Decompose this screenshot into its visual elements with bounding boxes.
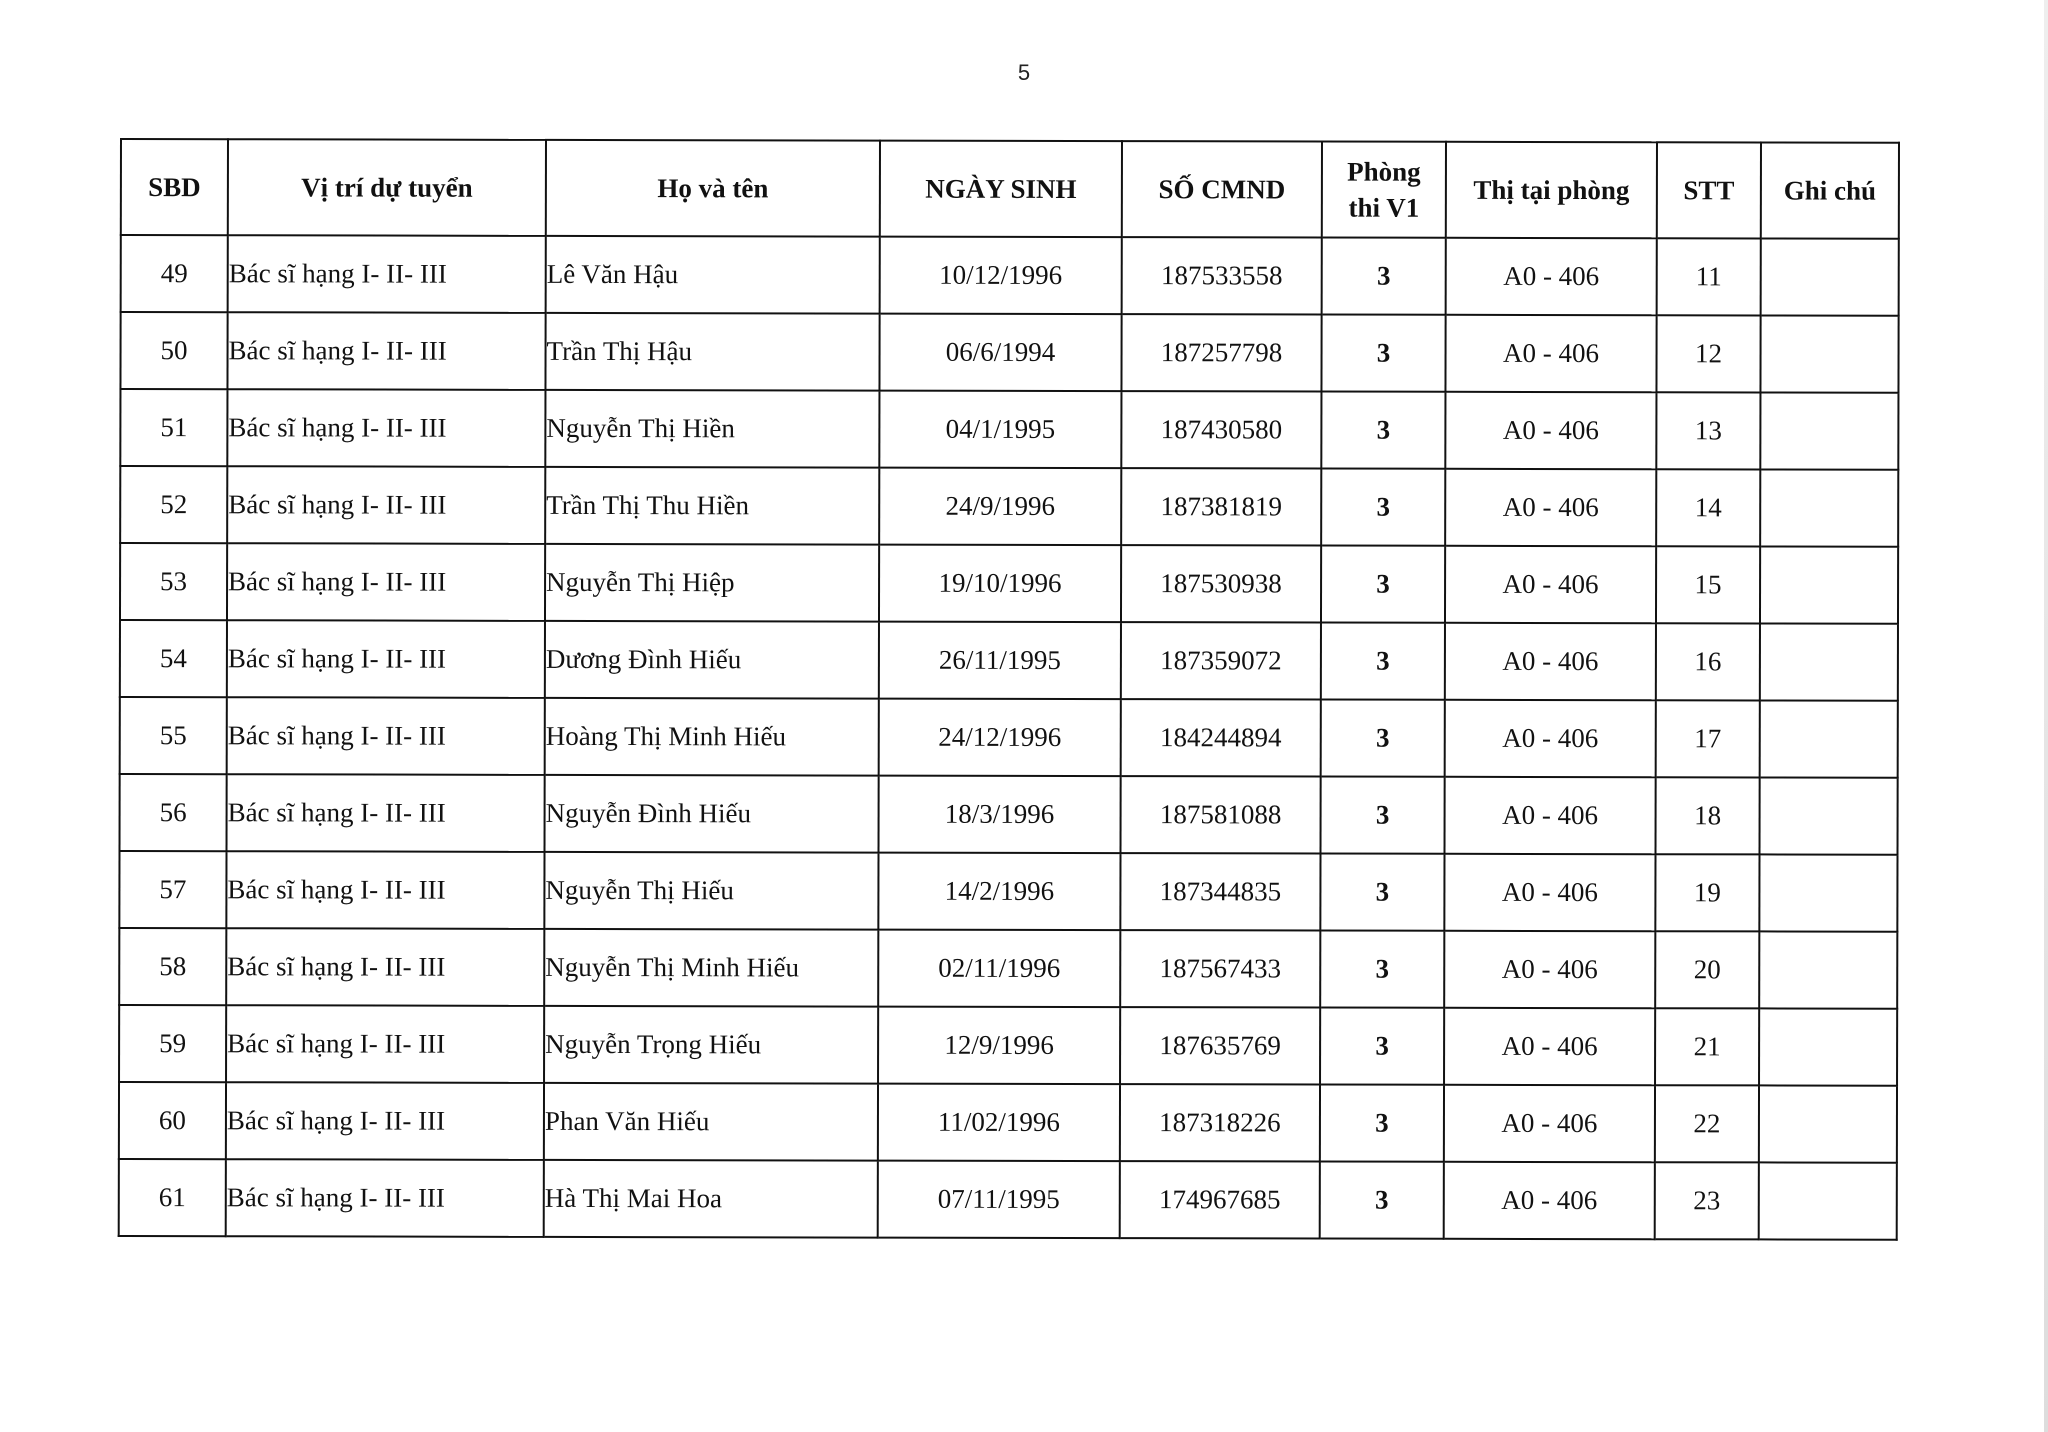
cell-id-number: 187530938 bbox=[1121, 545, 1321, 622]
header-row bbox=[121, 139, 1899, 239]
cell-id-number: 187257798 bbox=[1121, 314, 1321, 391]
roster-table-wrapper bbox=[118, 138, 1898, 1241]
header-exam-room: Thị tại phòng bbox=[1446, 142, 1657, 238]
table-header bbox=[121, 139, 1899, 239]
cell-position: Bác sĩ hạng I- II- III bbox=[227, 312, 545, 390]
cell-exam-room: A0 - 406 bbox=[1444, 854, 1655, 931]
cell-position: Bác sĩ hạng I- II- III bbox=[226, 1005, 544, 1083]
cell-name: Trần Thị Thu Hiền bbox=[545, 467, 879, 545]
cell-stt: 13 bbox=[1656, 392, 1760, 469]
cell-dob: 12/9/1996 bbox=[878, 1007, 1120, 1085]
cell-exam-room: A0 - 406 bbox=[1445, 469, 1656, 546]
cell-position: Bác sĩ hạng I- II- III bbox=[227, 466, 545, 544]
cell-room-v1: 3 bbox=[1321, 469, 1445, 546]
cell-id-number: 187344835 bbox=[1120, 853, 1320, 930]
cell-sbd: 61 bbox=[119, 1159, 226, 1236]
cell-exam-room: A0 - 406 bbox=[1444, 1008, 1655, 1085]
cell-room-v1: 3 bbox=[1320, 1162, 1444, 1239]
cell-position: Bác sĩ hạng I- II- III bbox=[227, 389, 545, 467]
cell-note bbox=[1760, 469, 1898, 546]
cell-stt: 22 bbox=[1655, 1085, 1759, 1162]
header-name: Họ và tên bbox=[546, 140, 880, 237]
cell-sbd: 52 bbox=[120, 466, 227, 543]
cell-dob: 04/1/1995 bbox=[879, 391, 1121, 469]
header-room-v1-line1: Phòng bbox=[1347, 156, 1421, 187]
cell-exam-room: A0 - 406 bbox=[1445, 392, 1656, 469]
cell-id-number: 187567433 bbox=[1120, 930, 1320, 1007]
cell-exam-room: A0 - 406 bbox=[1446, 238, 1657, 315]
header-sbd: SBD bbox=[121, 139, 228, 235]
page-number: 5 bbox=[1017, 60, 1031, 85]
cell-room-v1: 3 bbox=[1320, 854, 1444, 931]
cell-name: Nguyễn Thị Hiếu bbox=[544, 852, 878, 930]
cell-name: Nguyễn Đình Hiếu bbox=[545, 775, 879, 853]
cell-room-v1: 3 bbox=[1320, 931, 1444, 1008]
cell-name: Nguyễn Thị Hiệp bbox=[545, 544, 879, 622]
table-row bbox=[119, 1159, 1897, 1240]
cell-dob: 24/9/1996 bbox=[879, 468, 1121, 546]
cell-sbd: 57 bbox=[119, 851, 226, 928]
cell-dob: 19/10/1996 bbox=[879, 545, 1121, 623]
cell-stt: 17 bbox=[1656, 700, 1760, 777]
cell-room-v1: 3 bbox=[1321, 700, 1445, 777]
table-row bbox=[120, 543, 1898, 624]
header-id-number: SỐ CMND bbox=[1122, 141, 1322, 237]
table-row bbox=[120, 389, 1898, 470]
table-row bbox=[119, 851, 1897, 932]
cell-position: Bác sĩ hạng I- II- III bbox=[227, 697, 545, 775]
cell-room-v1: 3 bbox=[1321, 315, 1445, 392]
cell-id-number: 187359072 bbox=[1121, 622, 1321, 699]
cell-note bbox=[1760, 777, 1898, 854]
cell-position: Bác sĩ hạng I- II- III bbox=[226, 928, 544, 1006]
cell-note bbox=[1759, 1008, 1897, 1085]
cell-stt: 20 bbox=[1655, 931, 1759, 1008]
cell-name: Dương Đình Hiếu bbox=[545, 621, 879, 699]
cell-id-number: 187635769 bbox=[1120, 1007, 1320, 1084]
cell-dob: 26/11/1995 bbox=[879, 622, 1121, 700]
cell-exam-room: A0 - 406 bbox=[1445, 546, 1656, 623]
header-position: Vị trí dự tuyển bbox=[228, 139, 546, 236]
cell-name: Nguyễn Thị Minh Hiếu bbox=[544, 929, 878, 1007]
cell-position: Bác sĩ hạng I- II- III bbox=[228, 235, 546, 313]
cell-room-v1: 3 bbox=[1321, 623, 1445, 700]
cell-stt: 19 bbox=[1655, 854, 1759, 931]
cell-dob: 11/02/1996 bbox=[878, 1084, 1120, 1162]
cell-dob: 07/11/1995 bbox=[878, 1161, 1120, 1239]
cell-sbd: 54 bbox=[120, 620, 227, 697]
cell-stt: 12 bbox=[1656, 315, 1760, 392]
cell-room-v1: 3 bbox=[1320, 1085, 1444, 1162]
cell-id-number: 184244894 bbox=[1121, 699, 1321, 776]
cell-name: Hà Thị Mai Hoa bbox=[544, 1160, 878, 1238]
cell-dob: 06/6/1994 bbox=[879, 314, 1121, 392]
cell-name: Hoàng Thị Minh Hiếu bbox=[545, 698, 879, 776]
cell-exam-room: A0 - 406 bbox=[1444, 1162, 1655, 1239]
cell-name: Lê Văn Hậu bbox=[546, 236, 880, 314]
cell-sbd: 51 bbox=[120, 389, 227, 466]
header-room-v1 bbox=[1322, 142, 1446, 238]
scan-edge bbox=[2044, 0, 2048, 1432]
cell-id-number: 187581088 bbox=[1121, 776, 1321, 853]
header-note: Ghi chú bbox=[1761, 142, 1899, 238]
cell-exam-room: A0 - 406 bbox=[1445, 623, 1656, 700]
cell-name: Nguyễn Trọng Hiếu bbox=[544, 1006, 878, 1084]
cell-note bbox=[1761, 238, 1899, 315]
cell-room-v1: 3 bbox=[1322, 238, 1446, 315]
cell-stt: 18 bbox=[1656, 777, 1760, 854]
cell-note bbox=[1759, 931, 1897, 1008]
cell-note bbox=[1760, 700, 1898, 777]
table-row bbox=[119, 928, 1897, 1009]
table-row bbox=[121, 235, 1899, 316]
cell-id-number: 174967685 bbox=[1120, 1161, 1320, 1238]
cell-note bbox=[1760, 315, 1898, 392]
cell-room-v1: 3 bbox=[1321, 392, 1445, 469]
cell-exam-room: A0 - 406 bbox=[1444, 931, 1655, 1008]
cell-position: Bác sĩ hạng I- II- III bbox=[227, 543, 545, 621]
table-row bbox=[120, 312, 1898, 393]
cell-note bbox=[1759, 1162, 1897, 1239]
table-row bbox=[120, 697, 1898, 778]
cell-dob: 14/2/1996 bbox=[878, 853, 1120, 931]
table-row bbox=[120, 774, 1898, 855]
table-row bbox=[120, 466, 1898, 547]
cell-id-number: 187533558 bbox=[1122, 237, 1322, 314]
table-row bbox=[119, 1082, 1897, 1163]
cell-sbd: 59 bbox=[119, 1005, 226, 1082]
cell-sbd: 56 bbox=[120, 774, 227, 851]
cell-dob: 18/3/1996 bbox=[879, 776, 1121, 854]
cell-stt: 21 bbox=[1655, 1008, 1759, 1085]
cell-exam-room: A0 - 406 bbox=[1445, 700, 1656, 777]
cell-stt: 14 bbox=[1656, 469, 1760, 546]
cell-id-number: 187430580 bbox=[1121, 391, 1321, 468]
cell-id-number: 187318226 bbox=[1120, 1084, 1320, 1161]
cell-name: Phan Văn Hiếu bbox=[544, 1083, 878, 1161]
cell-stt: 23 bbox=[1655, 1162, 1759, 1239]
cell-position: Bác sĩ hạng I- II- III bbox=[226, 1082, 544, 1160]
cell-stt: 11 bbox=[1657, 238, 1761, 315]
cell-exam-room: A0 - 406 bbox=[1445, 315, 1656, 392]
cell-sbd: 53 bbox=[120, 543, 227, 620]
cell-room-v1: 3 bbox=[1321, 777, 1445, 854]
table-row bbox=[119, 1005, 1897, 1086]
cell-exam-room: A0 - 406 bbox=[1445, 777, 1656, 854]
cell-sbd: 55 bbox=[120, 697, 227, 774]
cell-dob: 02/11/1996 bbox=[878, 930, 1120, 1008]
cell-dob: 10/12/1996 bbox=[880, 237, 1122, 315]
table-body bbox=[119, 235, 1899, 1240]
cell-sbd: 49 bbox=[121, 235, 228, 312]
cell-dob: 24/12/1996 bbox=[879, 699, 1121, 777]
cell-note bbox=[1760, 546, 1898, 623]
header-room-v1-line2: thi V1 bbox=[1348, 192, 1420, 223]
cell-position: Bác sĩ hạng I- II- III bbox=[226, 1159, 544, 1237]
cell-sbd: 60 bbox=[119, 1082, 226, 1159]
cell-stt: 15 bbox=[1656, 546, 1760, 623]
cell-note bbox=[1759, 1085, 1897, 1162]
cell-room-v1: 3 bbox=[1321, 546, 1445, 623]
cell-stt: 16 bbox=[1656, 623, 1760, 700]
cell-note bbox=[1759, 854, 1897, 931]
cell-name: Trần Thị Hậu bbox=[545, 313, 879, 391]
cell-sbd: 50 bbox=[120, 312, 227, 389]
cell-position: Bác sĩ hạng I- II- III bbox=[226, 851, 544, 929]
cell-exam-room: A0 - 406 bbox=[1444, 1085, 1655, 1162]
cell-position: Bác sĩ hạng I- II- III bbox=[227, 620, 545, 698]
cell-sbd: 58 bbox=[119, 928, 226, 1005]
cell-id-number: 187381819 bbox=[1121, 468, 1321, 545]
header-stt: STT bbox=[1657, 142, 1761, 238]
cell-name: Nguyễn Thị Hiền bbox=[545, 390, 879, 468]
table-row bbox=[120, 620, 1898, 701]
cell-note bbox=[1760, 392, 1898, 469]
cell-position: Bác sĩ hạng I- II- III bbox=[227, 774, 545, 852]
header-dob: NGÀY SINH bbox=[880, 141, 1122, 238]
cell-note bbox=[1760, 623, 1898, 700]
roster-table bbox=[118, 138, 1900, 1241]
cell-room-v1: 3 bbox=[1320, 1008, 1444, 1085]
